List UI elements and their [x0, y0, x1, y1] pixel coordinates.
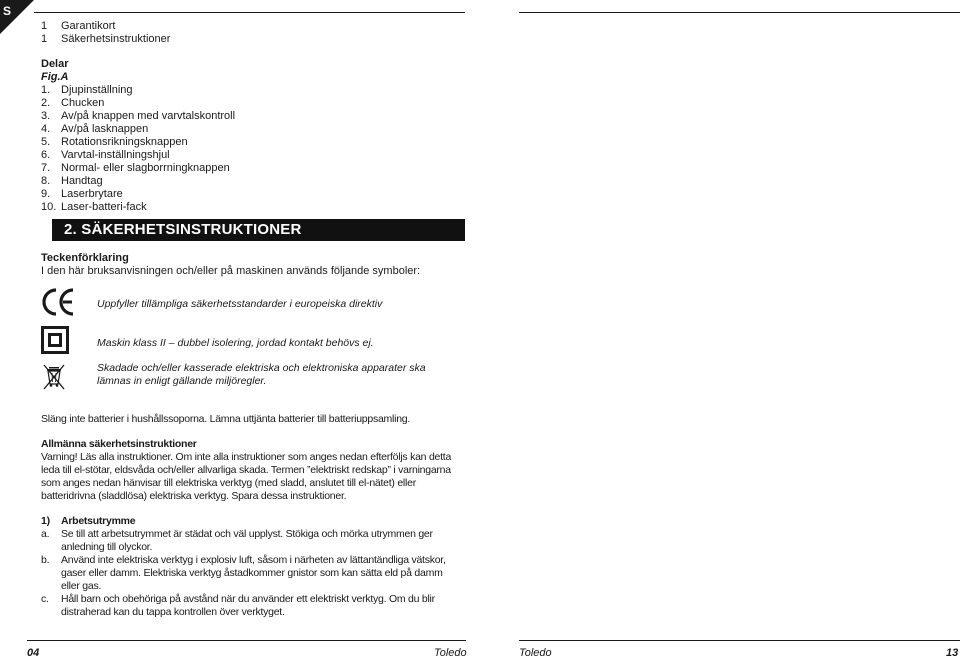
workplace-title: Arbetsutrymme: [61, 515, 136, 527]
footer-brand-left: Toledo: [434, 647, 467, 659]
part-item: 9. Laserbrytare: [41, 188, 123, 200]
general-safety-text: [41, 451, 471, 503]
general-safety-title: Allmänna säkerhetsinstruktioner: [41, 438, 197, 450]
weee-description-line-1: Skadade och/eller kasserade elektriska och elektroniska apparater ska: [97, 362, 426, 374]
language-tab-letter: S: [3, 4, 12, 18]
part-item: 2. Chucken: [41, 97, 105, 109]
workplace-heading: [41, 515, 136, 528]
toc-item: 1 Säkerhetsinstruktioner: [41, 33, 171, 45]
part-item: 10. Laser-batteri-fack: [41, 201, 147, 213]
section-heading: 2. SÄKERHETSINSTRUKTIONER: [64, 221, 302, 238]
workplace-item-a: a. Se till att arbetsutrymmet är städat och väl upplyst. Stökiga och mörka utrymmen ger anledning till olyckor.: [41, 528, 433, 553]
footer-rule-left: [27, 640, 466, 641]
toc-list: [41, 20, 441, 46]
parts-title: Delar: [41, 58, 69, 70]
parts-section: [41, 58, 441, 214]
top-rule-right: [519, 12, 960, 13]
page-number-right: 13: [946, 647, 959, 659]
part-item: 1. Djupinställning: [41, 84, 133, 96]
general-safety-line: Varning! Läs alla instruktioner. Om inte alla instruktioner som anges nedan efterföljs kan detta: [41, 451, 452, 463]
part-item: 6. Varvtal-inställningshjul: [41, 149, 170, 161]
toc-item: 1 Garantikort: [41, 20, 116, 32]
part-item: 7. Normal- eller slagborrningknappen: [41, 162, 230, 174]
class-ii-double-insulation-icon: [41, 326, 69, 354]
workplace-list: [41, 528, 471, 619]
part-item: 4. Av/på lasknappen: [41, 123, 149, 135]
general-safety-line: som anges nedan hänvisar till elektriska verktyg (med sladd, anslutet till el-nätet) eller: [41, 477, 416, 489]
top-rule-left: [34, 12, 465, 13]
workplace-item-b: b. Använd inte elektriska verktyg i explosiv luft, såsom i närheten av lättantändliga vätskor, gaser eller damm. Elektriska verktyg åstadkommer gnistor som kan sätta eld på damm eller gas.: [41, 554, 446, 592]
page-number-left: 04: [27, 647, 40, 659]
general-safety-line: batteridrivna (sladdlösa) elektriska verktyg. Spara dessa instruktioner.: [41, 490, 347, 502]
weee-description-line-2: lämnas in enligt gällande miljöregler.: [97, 375, 267, 387]
figure-label: Fig.A: [41, 71, 69, 83]
footer-brand-right: Toledo: [519, 647, 552, 659]
part-item: 5. Rotationsrikningsknappen: [41, 136, 188, 148]
symbols-title: Teckenförklaring: [41, 252, 129, 264]
part-item: 3. Av/på knappen med varvtalskontroll: [41, 110, 236, 122]
class-ii-description: Maskin klass II – dubbel isolering, jordad kontakt behövs ej.: [97, 337, 374, 349]
ce-description: Uppfyller tillämpliga säkerhetsstandarder i europeiska direktiv: [97, 298, 383, 310]
workplace-number: 1): [41, 515, 50, 527]
symbols-intro: I den här bruksanvisningen och/eller på maskinen används följande symboler:: [41, 265, 421, 277]
weee-crossed-bin-icon: [43, 364, 65, 390]
part-item: 8. Handtag: [41, 175, 103, 187]
general-safety-line: leda till el-stötar, eldsvåda och/eller allvarliga skada. Termen ”elektriskt redskap” i varningarna: [41, 464, 451, 476]
footer-rule-right: [519, 640, 960, 641]
battery-disposal-note: Släng inte batterier i hushållssoporna. Lämna uttjänta batterier till batteriuppsamling.: [41, 413, 411, 425]
section-heading-bar: [52, 219, 465, 241]
workplace-item-c: c. Håll barn och obehöriga på avstånd när du använder ett elektriskt verktyg. Om du blir distraherad kan du tappa kontrollen över verktyget.: [41, 593, 435, 618]
ce-mark-icon: [41, 287, 75, 317]
